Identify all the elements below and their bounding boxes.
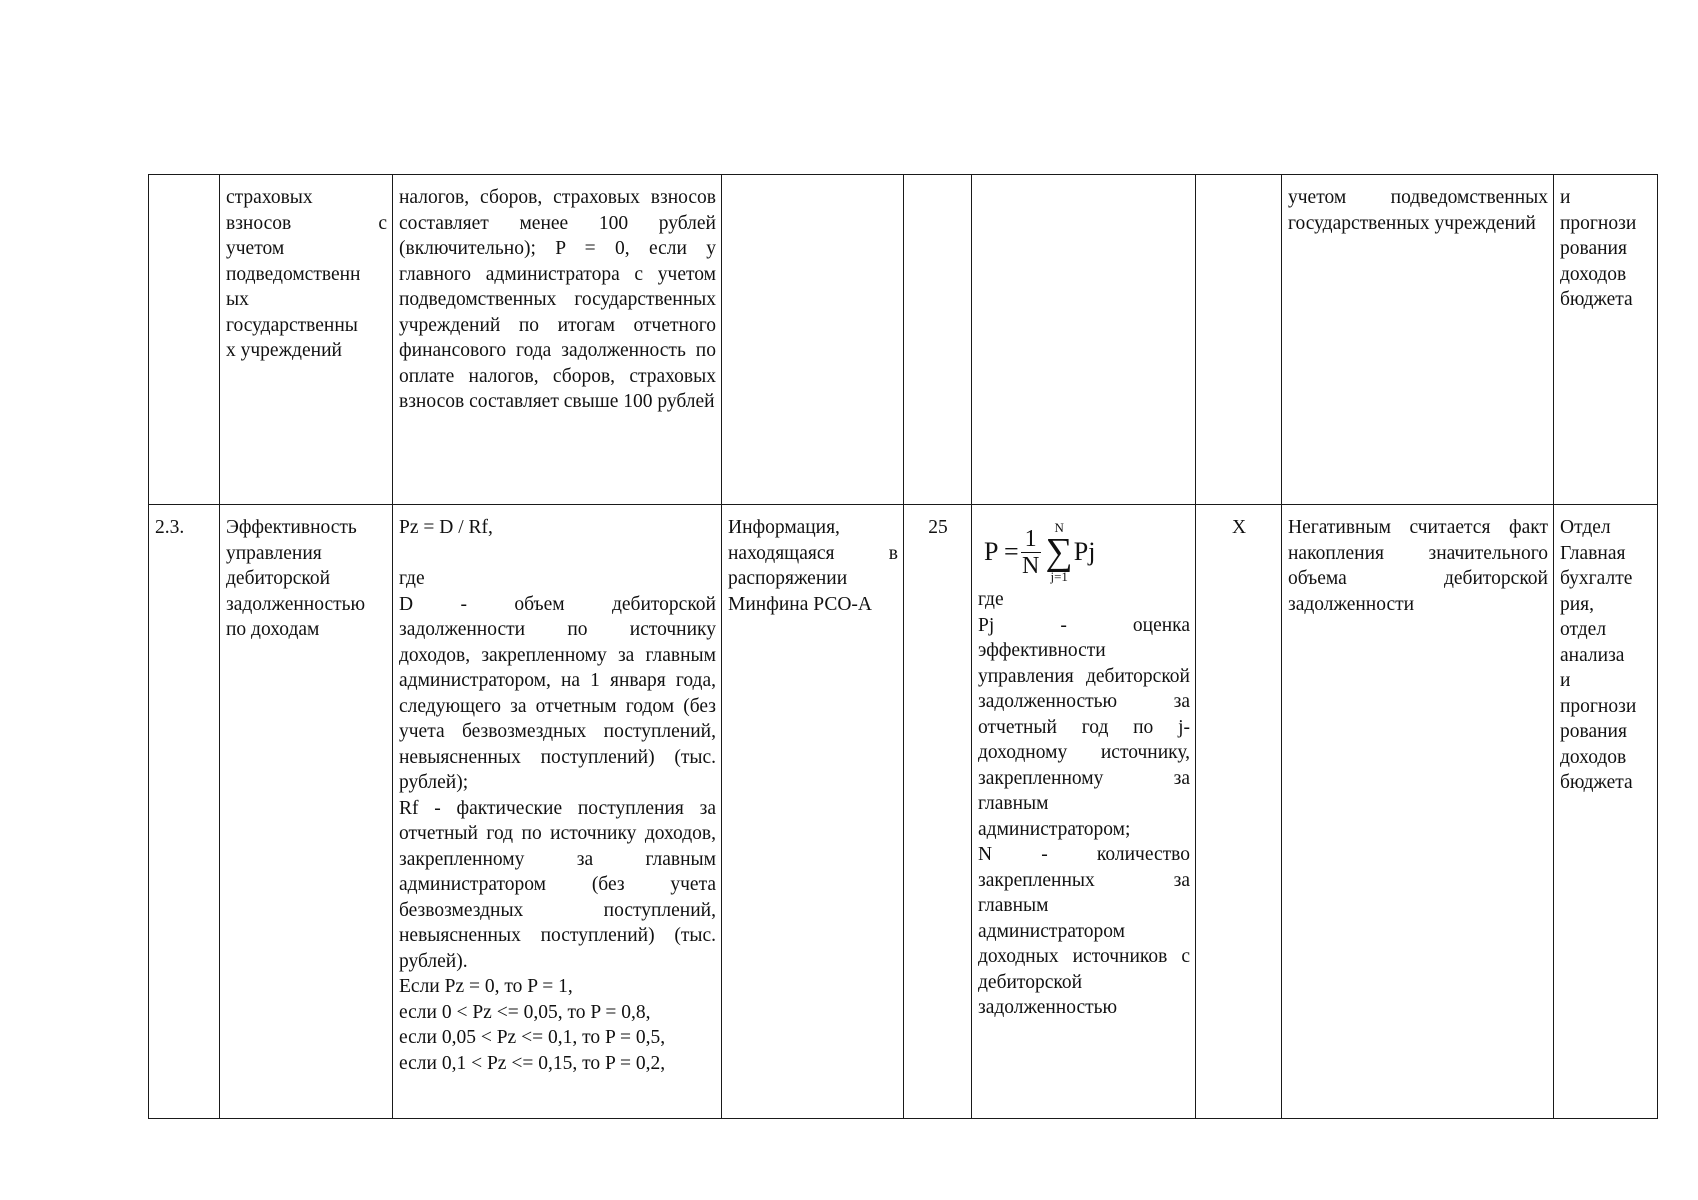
row1-calculation-cell: налогов, сборов, страховых взносов составляет менее 100 рублей (включительно); P = 0, если у главного администратора с учетом подведомственных государственных учреждений по итогам отчетного финансового года задолженность по оплате налогов, сборов, страховых взносов составляет свыше 100 рублей xyxy=(393,175,722,505)
sum-lower-limit: j=1 xyxy=(1050,569,1068,584)
table-row xyxy=(149,505,1658,1119)
row2-resp-line: отдел xyxy=(1560,619,1607,640)
row1-resp-line: прогнози xyxy=(1560,212,1637,234)
row2-source-cell: Информация, находящаяся в распоряжении Минфина РСО-А xyxy=(722,505,904,1119)
row1-mark-cell xyxy=(1196,175,1282,505)
row2-name-line: по доходам xyxy=(226,619,320,640)
row2-resp-line: бухгалте xyxy=(1560,568,1633,589)
row2-resp-line: прогнози xyxy=(1560,695,1637,717)
row2-resp-line: бюджета xyxy=(1560,772,1633,793)
row2-name-line: Эффективность xyxy=(226,517,357,538)
row2-resp-line: рия, xyxy=(1560,593,1595,615)
fraction-numerator: 1 xyxy=(1021,526,1041,553)
row1-resp-line: доходов xyxy=(1560,263,1627,285)
condition-line: если 0 < Pz <= 0,05, то P = 0,8, xyxy=(399,1001,651,1023)
row2-resp-line: рования xyxy=(1560,721,1627,742)
row2-resp-line: Главная xyxy=(1560,542,1626,564)
row2-formula-cell xyxy=(972,505,1196,1119)
row1-source-cell xyxy=(722,175,904,505)
row1-name-line: ых xyxy=(226,289,249,310)
spacer xyxy=(399,541,716,567)
row2-name-line: дебиторской xyxy=(226,568,331,589)
row2-resp-line: анализа xyxy=(1560,644,1625,666)
definition-n: N - количество закрепленных за главным администратором доходных источников с дебиторской задолженностью xyxy=(978,844,1190,1018)
row1-name-line: страховых xyxy=(226,187,313,208)
row2-resp-line: и xyxy=(1560,670,1571,691)
row2-resp-line: Отдел xyxy=(1560,517,1611,538)
formula-lhs: P = xyxy=(984,537,1019,567)
row2-name-line: задолженностью xyxy=(226,593,366,615)
row1-name-line: учетом xyxy=(226,238,285,259)
formula-pz: Pz = D / Rf, xyxy=(399,517,493,538)
row1-name-line: подведомственн xyxy=(226,263,361,285)
row2-comment-cell: Негативным считается факт накопления значительного объема дебиторской задолженности xyxy=(1282,505,1554,1119)
row1-weight-cell xyxy=(904,175,972,505)
row1-number-cell xyxy=(149,175,220,505)
row1-name-line: государственны xyxy=(226,314,358,336)
row1-comment-cell: учетом подведомственных государственных учреждений xyxy=(1282,175,1554,505)
definition-pj: Pj - оценка эффективности управления дебиторской задолженностью за отчетный год по j-доходному источнику, закрепленному за главным администратором; xyxy=(978,614,1190,840)
row2-mark-cell: X xyxy=(1196,505,1282,1119)
row1-name-line: х учреждений xyxy=(226,340,342,361)
row2-resp-line: доходов xyxy=(1560,746,1627,768)
row2-indicator-name-cell xyxy=(220,505,393,1119)
where-label: где xyxy=(399,568,425,589)
fraction-denominator: N xyxy=(1022,552,1040,579)
condition-line: если 0,1 < Pz <= 0,15, то P = 0,2, xyxy=(399,1052,666,1074)
row2-calculation-cell xyxy=(393,505,722,1119)
sum-upper-limit: N xyxy=(1054,520,1064,535)
row1-indicator-name-cell xyxy=(220,175,393,505)
condition-line: если 0,05 < Pz <= 0,1, то P = 0,5, xyxy=(399,1027,666,1048)
row1-resp-line: бюджета xyxy=(1560,289,1633,310)
row2-name-line: управления xyxy=(226,542,322,564)
row1-resp-line: рования xyxy=(1560,238,1627,259)
formula-term: Pj xyxy=(1073,537,1096,567)
row1-name-line: взносов с xyxy=(226,212,387,234)
document-table xyxy=(148,174,1658,1119)
row1-formula-cell xyxy=(972,175,1196,505)
row1-resp-line: и xyxy=(1560,187,1571,208)
definition-d: D - объем дебиторской задолженности по источнику доходов, закрепленному за главным администратором, на 1 января года, следующего за отчетным годом (без учета безвозмездных поступлений, невыясненных поступлений) (тыс. рублей); xyxy=(399,593,716,793)
sigma-icon: ∑ xyxy=(1045,531,1073,573)
summation-symbol xyxy=(1046,521,1073,583)
where-label: где xyxy=(978,589,1004,610)
row2-weight-cell: 25 xyxy=(904,505,972,1119)
definition-rf: Rf - фактические поступления за отчетный год по источнику доходов, закрепленному за главным администратором (без учета безвозмездных поступлений, невыясненных поступлений) (тыс. рублей). xyxy=(399,797,716,972)
average-formula xyxy=(984,517,1190,587)
row1-responsible-cell xyxy=(1554,175,1658,505)
row2-responsible-cell xyxy=(1554,505,1658,1119)
row2-number-cell: 2.3. xyxy=(149,505,220,1119)
formula-fraction xyxy=(1021,526,1041,579)
condition-line: Если Pz = 0, то P = 1, xyxy=(399,976,573,997)
table-row xyxy=(149,175,1658,505)
